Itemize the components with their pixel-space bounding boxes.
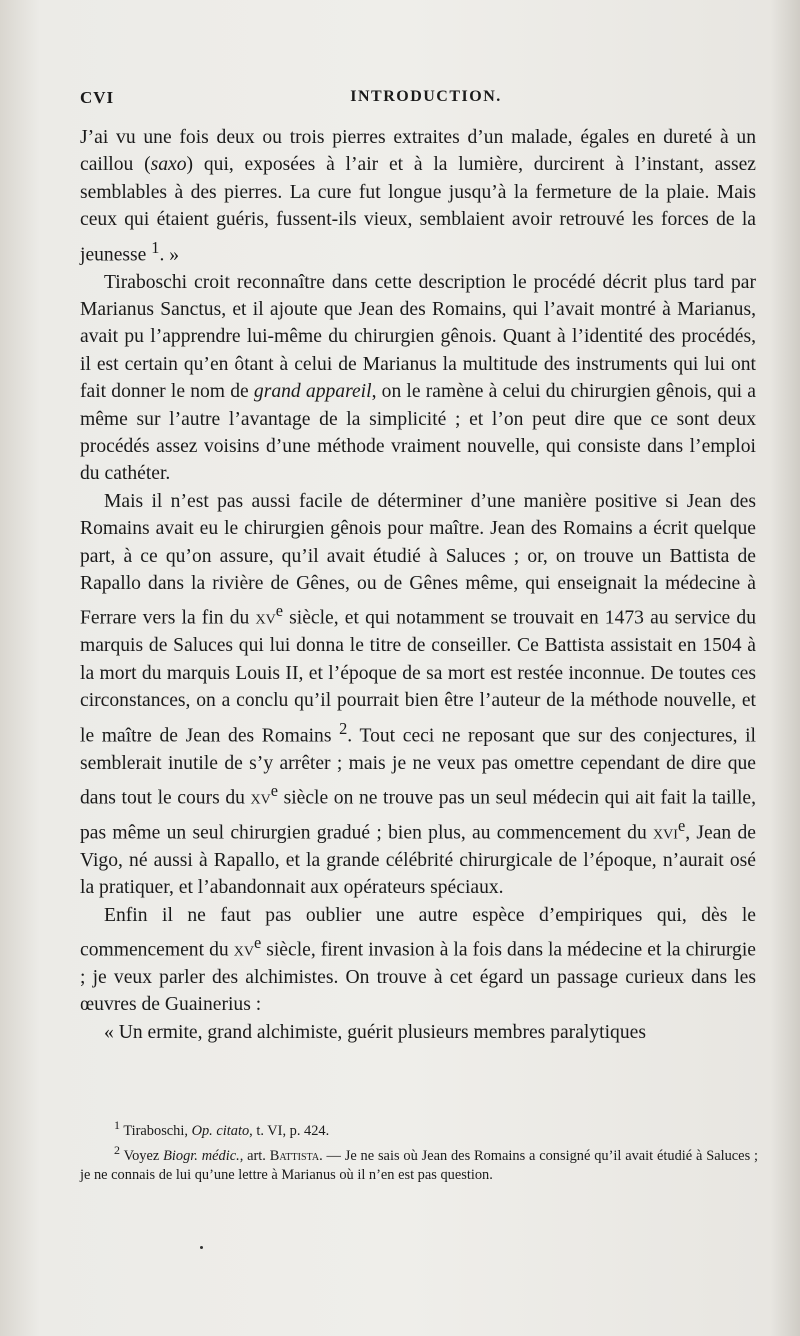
paragraph	[80, 902, 756, 1019]
small-caps-text: xv	[255, 607, 276, 629]
text-run: Enfin il ne faut pas oublier une autre espèce d’empiriques qui, dès le commencement du	[80, 904, 756, 961]
footnotes	[80, 1116, 758, 1185]
text-run: Tiraboschi,	[120, 1122, 192, 1139]
text-run: ) qui, exposées à l’air et à la lumière, durcirent à l’instant, assez semblables à des pierres. La cure fut longue jusqu’à la fermeture de la plaie. Mais ceux qui étaient guéris, fussent-ils vieux, semblaient avoir retrouvé les forces de la jeunesse	[80, 154, 756, 266]
text-run: . — Je ne sais où Jean des Romains a consigné qu’il avait étudié à Saluces ; je ne connais de lui qu’une lettre à Marianus où il n’en est pas question.	[80, 1147, 758, 1183]
text-run: « Un ermite, grand alchimiste, guérit plusieurs membres paralytiques	[104, 1021, 646, 1043]
text-run: , art.	[239, 1147, 270, 1164]
page-header	[80, 88, 756, 112]
text-run: , t. VI, p. 424.	[249, 1122, 330, 1139]
text-run: Voyez	[120, 1147, 164, 1164]
running-head: INTRODUCTION.	[350, 88, 502, 105]
superscript: 2	[339, 718, 348, 738]
text-run: . Tout ceci ne reposant que sur des conjectures, il semblerait inutile de s’y arrêter ; mais je ne veux pas omettre cependant de dire que dans tout le cours du	[80, 725, 756, 809]
text-run: , on le ramène à celui du chirurgien gênois, qui a même sur l’autre l’avantage de la simplicité ; et l’on peut dire que ce sont deux procédés assez voisins d’une méthode vraiment nouvelle, qui consiste dans l’emploi du cathéter.	[80, 381, 757, 485]
text-run: siècle on ne trouve pas un seul médecin qui ait fait la taille, pas même un seul chirurgien gradué ; bien plus, au commencement du	[80, 787, 756, 844]
italic-text: grand appareil	[253, 381, 372, 403]
print-speck	[200, 1246, 203, 1249]
text-run: siècle, firent invasion à la fois dans la médecine et la chirurgie ; je veux parler des alchimistes. On trouve à cet égard un passage curieux dans les œuvres de Guainerius :	[80, 939, 756, 1016]
superscript: e	[677, 815, 686, 835]
text-run: Mais il n’est pas aussi facile de déterminer d’une manière positive si Jean des Romains avait eu le chirurgien gênois pour maître. Jean des Romains a écrit quelque part, à ce qu’on assure, qu’il avait étudié à Saluces ; or, on trouve un Battista de Rapallo dans la rivière de Gênes, ou de Gênes même, qui enseignait la médecine à Ferrare vers la fin du	[80, 490, 756, 629]
superscript: 1	[114, 1118, 120, 1132]
footnote	[80, 1141, 758, 1185]
paragraph	[80, 124, 756, 269]
text-run: J’ai vu une fois deux ou trois pierres extraites d’un malade, égales en dureté à un caillou (	[80, 127, 756, 176]
text-run: siècle, et qui notamment se trouvait en 1473 au service du marquis de Saluces qui lui donna le titre de conseiller. Ce Battista assistait en 1504 à la mort du marquis Louis II, et l’époque de sa mort est restée inconnue. De toutes ces circonstances, on a conclu qu’il pourrait bien être l’auteur de la méthode nouvelle, et le maître de Jean des Romains	[80, 607, 757, 747]
paragraph	[80, 269, 756, 488]
small-caps-text: xvi	[653, 822, 678, 844]
text-run: . »	[159, 244, 180, 266]
small-caps-text: Battista	[269, 1147, 320, 1164]
small-caps-text: xv	[250, 787, 271, 809]
superscript: e	[275, 601, 283, 621]
body-text	[80, 124, 756, 1046]
paragraph	[80, 1019, 756, 1046]
italic-text: saxo	[150, 154, 187, 176]
text-run: Tiraboschi croit reconnaître dans cette description le procédé décrit plus tard par Marianus Sanctus, et il ajoute que Jean des Romains, qui l’avait montré à Marianus, avait pu l’apprendre lui-même du chirurgien gênois. Quant à l’identité des procédés, il est certain qu’en ôtant à celui de Marianus la multitude des instruments qui lui ont fait donner le nom de	[80, 271, 756, 403]
text-run: , Jean de Vigo, né aussi à Rapallo, et la grande célébrité chirurgicale de l’époque, n’aurait osé la pratiquer, et l’abandonnait aux opérateurs spéciaux.	[80, 822, 756, 899]
superscript: 2	[114, 1142, 120, 1157]
footnote	[80, 1116, 758, 1141]
italic-text: Biogr. médic.	[163, 1147, 240, 1164]
superscript: e	[253, 933, 262, 953]
italic-text: Op. citato	[191, 1122, 250, 1139]
superscript: e	[270, 780, 278, 800]
page-number: CVI	[80, 88, 115, 107]
small-caps-text: xv	[233, 939, 254, 961]
superscript: 1	[151, 237, 160, 257]
paragraph	[80, 488, 756, 902]
